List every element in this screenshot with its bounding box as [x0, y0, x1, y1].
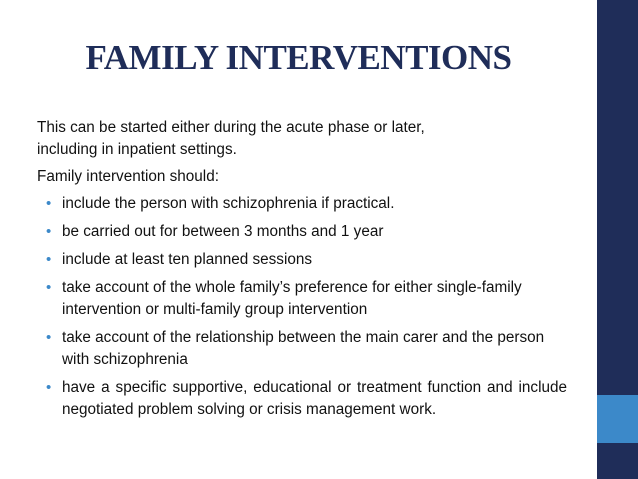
list-item-text: have a specific supportive, educational or treatment function and include negotiated problem solving or crisis management work.: [62, 379, 567, 418]
intro-line-2: including in inpatient settings.: [37, 141, 237, 158]
list-item: [37, 327, 567, 371]
side-accent: [597, 395, 638, 443]
slide-body: [37, 117, 567, 427]
list-item: [37, 221, 567, 243]
bullet-icon: •: [46, 195, 52, 212]
list-item-text: be carried out for between 3 months and 1 year: [62, 223, 384, 240]
bullet-icon: •: [46, 223, 52, 240]
list-item-text: take account of the relationship between the main carer and the person with schizophrenia: [62, 329, 545, 368]
slide-title: FAMILY INTERVENTIONS: [85, 38, 512, 77]
intro-paragraph: [37, 117, 567, 161]
lead-text: Family intervention should:: [37, 168, 219, 185]
list-item: [37, 249, 567, 271]
bullet-icon: •: [46, 279, 52, 296]
intro-line-1: This can be started either during the acute phase or later,: [37, 119, 425, 136]
list-item-text: take account of the whole family’s preference for either single-family intervention or multi-family group intervention: [62, 279, 522, 318]
list-item: [37, 193, 567, 215]
bullet-icon: •: [46, 329, 52, 346]
list-item-text: include at least ten planned sessions: [62, 251, 313, 268]
list-item: [37, 277, 567, 321]
list-item: [37, 377, 567, 421]
bullet-icon: •: [46, 379, 52, 396]
bullet-icon: •: [46, 251, 52, 268]
bullet-list: [37, 193, 567, 421]
list-item-text: include the person with schizophrenia if practical.: [62, 195, 395, 212]
